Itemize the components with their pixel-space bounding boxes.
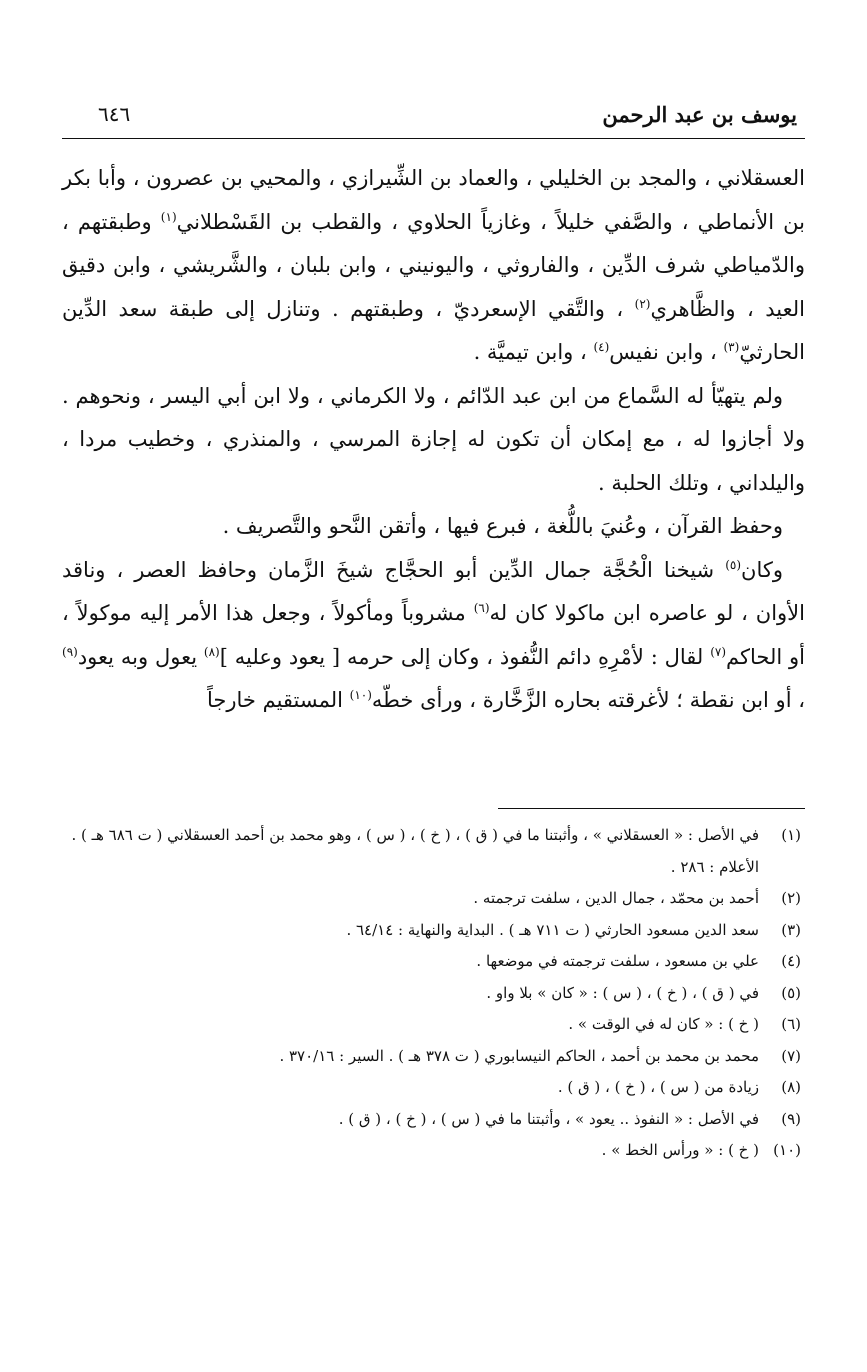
footnote-marker: (٧) bbox=[710, 644, 727, 659]
text-run: وحفظ القرآن ، وعُنيَ باللُّغة ، فبرع فيها ، وأتقن النَّحو والتَّصريف . bbox=[222, 514, 783, 538]
footnote-number: (١) bbox=[781, 826, 801, 844]
footnote-text: في ( ق ) ، ( خ ) ، ( س ) : « كان » بلا واو . bbox=[486, 983, 759, 1002]
footnote bbox=[62, 978, 805, 1010]
footnote-number: (٦) bbox=[781, 1015, 801, 1033]
text-run: العسقلاني ، والمجد بن الخليلي ، والعماد بن الشِّيرازي ، والمحيي بن عصرون ، وأبا بكر بن الأنماطي ، والصَّفي خليلاً ، وغازياً الحلاوي ، والقطب بن القَسْطلاني bbox=[62, 166, 805, 234]
page-number: ٦٤٦ bbox=[98, 102, 131, 126]
running-header bbox=[62, 100, 805, 139]
text-run: وكان bbox=[741, 557, 783, 582]
footnote-marker: (٢) bbox=[634, 296, 651, 311]
footnote-text: زيادة من ( س ) ، ( خ ) ، ( ق ) . bbox=[557, 1078, 759, 1096]
text-run: ، أو ابن نقطة ؛ لأغرقته بحاره الزَّخَّارة ، ورأى خطّه bbox=[371, 688, 805, 712]
footnotes bbox=[62, 820, 805, 1167]
footnote-marker: (٥) bbox=[725, 557, 742, 572]
text-run: ، والتَّقي الإسعرديّ ، وطبقتهم . وتنازل إلى طبقة سعد الدِّين الحارثيّ bbox=[62, 296, 805, 364]
footnote bbox=[62, 1041, 805, 1073]
footnote-text: سعد الدين مسعود الحارثي ( ت ٧١١ هـ ) . البداية والنهاية : ٦٤/١٤ . bbox=[346, 920, 759, 939]
footnote-marker: (٨) bbox=[203, 644, 220, 659]
footnote bbox=[62, 915, 805, 947]
footnote-number: (٧) bbox=[781, 1046, 801, 1065]
footnote-marker: (٦) bbox=[473, 601, 490, 615]
paragraph bbox=[62, 549, 805, 723]
footnote-text: محمد بن محمد بن أحمد ، الحاكم النيسابوري ( ت ٣٧٨ هـ ) . السير : ٣٧٠/١٦ . bbox=[279, 1046, 759, 1065]
text-run: مشروباً ومأكولاً ، وجعل هذا الأمر إليه موكولاً ، أو الحاكم bbox=[62, 601, 806, 669]
footnote bbox=[62, 1135, 805, 1167]
footnote-number: (٥) bbox=[781, 983, 801, 1002]
footnote-number: (٣) bbox=[781, 920, 801, 939]
footnote-separator bbox=[498, 808, 805, 809]
text-run: شيخنا الْحُجَّة جمال الدِّين أبو الحجَّاج شيخَ الزَّمان وحافظ العصر ، وناقد الأوان ، لو عاصره ابن ماكولا كان له bbox=[62, 557, 805, 625]
footnote-marker: (١٠) bbox=[349, 688, 372, 702]
footnote bbox=[62, 820, 805, 883]
footnote-number: (٢) bbox=[781, 889, 801, 907]
footnote bbox=[62, 883, 805, 915]
footnote-text: علي بن مسعود ، سلفت ترجمته في موضعها . bbox=[476, 952, 759, 970]
footnote bbox=[62, 1009, 805, 1041]
footnote-marker: (٣) bbox=[723, 340, 740, 354]
paragraph bbox=[62, 505, 805, 549]
text-run: المستقيم خارجاً bbox=[207, 688, 350, 712]
footnote-marker: (١) bbox=[160, 209, 177, 224]
footnote bbox=[62, 1104, 805, 1136]
text-run: ، وابن نفيس bbox=[609, 340, 724, 364]
footnote-marker: (٤) bbox=[593, 340, 610, 354]
footnote-number: (١٠) bbox=[773, 1141, 801, 1159]
text-run: وطبقتهم ، والدّمياطي شرف الدِّين ، والفاروثي ، واليونيني ، وابن بلبان ، والشَّريشي ، وابن دقيق العيد ، والظَّاهري bbox=[62, 209, 805, 321]
footnote-text: ( خ ) : « كان له في الوقت » . bbox=[568, 1015, 759, 1033]
footnote-text: ( خ ) : « ورأس الخط » . bbox=[601, 1141, 759, 1159]
text-run: يعول وبه يعود bbox=[77, 644, 204, 669]
paragraph bbox=[62, 375, 805, 506]
footnote-number: (٩) bbox=[781, 1109, 801, 1128]
paragraph bbox=[62, 157, 805, 375]
footnote-text: في الأصل : « النفوذ .. يعود » ، وأثبتنا ما في ( س ) ، ( خ ) ، ( ق ) . bbox=[338, 1109, 759, 1128]
footnote-marker: (٩) bbox=[62, 644, 78, 659]
footnote-number: (٨) bbox=[781, 1078, 801, 1096]
footnote-text: في الأصل : « العسقلاني » ، وأثبتنا ما في ( ق ) ، ( خ ) ، ( س ) ، وهو محمد بن أحمد العسقلاني ( ت ٦٨٦ هـ ) . الأعلام : ٢٨٦ . bbox=[71, 826, 759, 876]
header-title: يوسف بن عبد الرحمن bbox=[602, 102, 797, 127]
footnote bbox=[62, 946, 805, 978]
text-run: لقال : لأمْرِهِ دائم النُّفوذ ، وكان إلى حرمه [ يعود وعليه ] bbox=[219, 644, 711, 669]
main-text bbox=[62, 157, 805, 723]
text-run: ولم يتهيّأ له السَّماع من ابن عبد الدّائم ، ولا الكرماني ، ولا ابن أبي اليسر ، ونحوهم . ولا أجازوا له ، مع إمكان أن تكون له إجازة المرسي ، والمنذري ، وخطيب مردا ، واليلداني ، وتلك الحلبة . bbox=[62, 383, 805, 495]
footnote bbox=[62, 1072, 805, 1104]
footnote-text: أحمد بن محمّد ، جمال الدين ، سلفت ترجمته . bbox=[473, 889, 759, 907]
text-run: ، وابن تيميَّة . bbox=[473, 340, 594, 364]
footnote-number: (٤) bbox=[781, 952, 801, 970]
